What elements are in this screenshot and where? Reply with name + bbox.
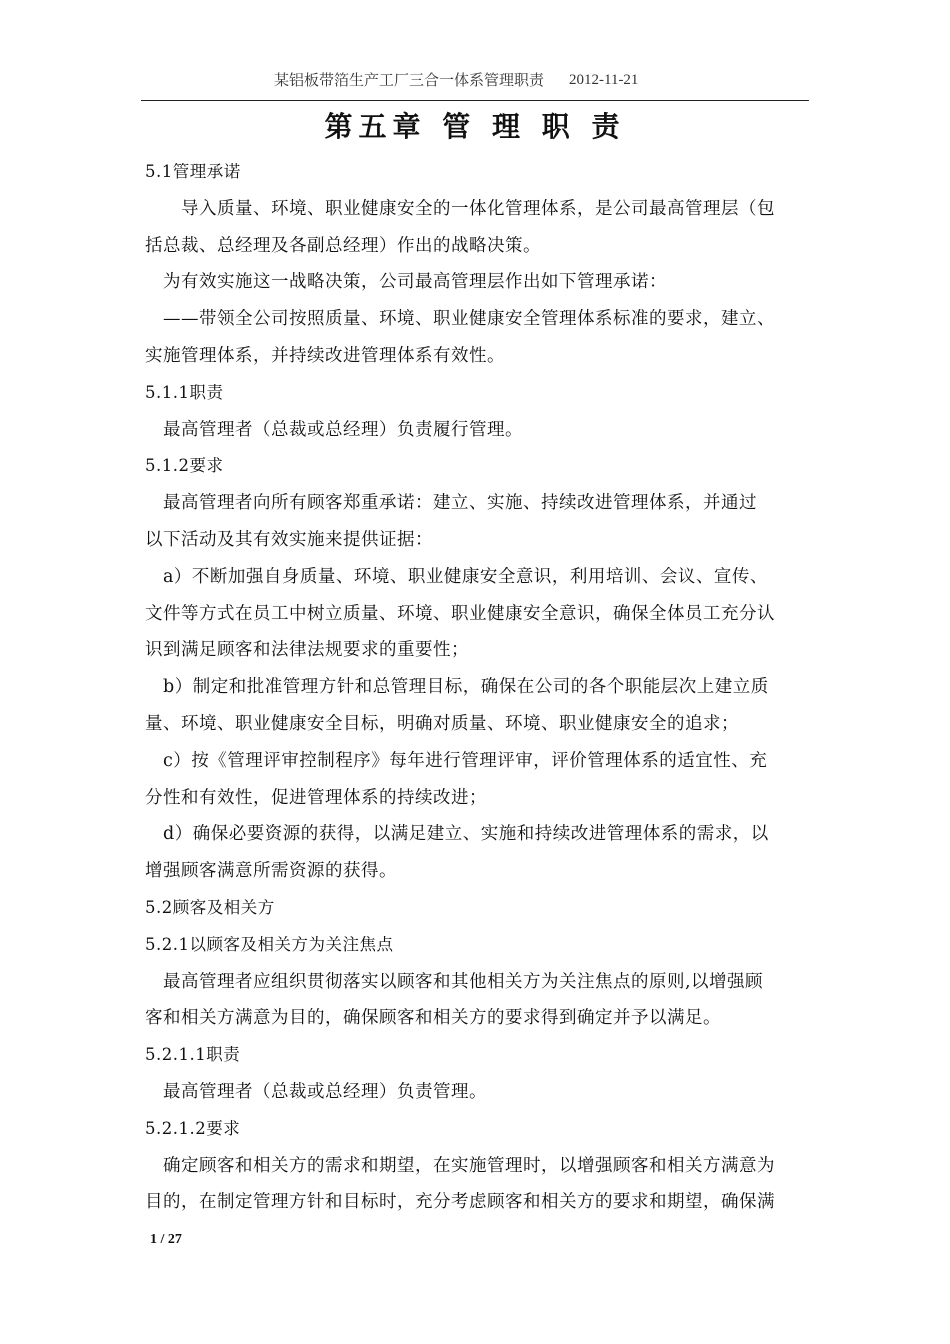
section-heading: 5.2.1.2要求 bbox=[145, 1118, 241, 1138]
body-line: 文件等方式在员工中树立质量、环境、职业健康安全意识，确保全体员工充分认 bbox=[145, 603, 775, 624]
document-date: 2012-11-21 bbox=[569, 72, 639, 88]
body-line: 量、环境、职业健康安全目标，明确对质量、环境、职业健康安全的追求； bbox=[145, 713, 739, 734]
chapter-title: 第五章 管 理 职 责 bbox=[324, 110, 626, 143]
section-heading: 5.1.1职责 bbox=[145, 382, 224, 402]
body-line: ——带领全公司按照质量、环境、职业健康安全管理体系标准的要求，建立、 bbox=[163, 309, 775, 330]
document-body bbox=[145, 154, 813, 1221]
document-title: 某铝板带箔生产工厂三合一体系管理职责 bbox=[274, 71, 545, 89]
body-line: 客和相关方满意为目的，确保顾客和相关方的要求得到确定并予以满足。 bbox=[145, 1008, 721, 1029]
page-header bbox=[141, 70, 809, 101]
body-line: 最高管理者（总裁或总经理）负责履行管理。 bbox=[163, 419, 523, 440]
body-line: c）按《管理评审控制程序》每年进行管理评审，评价管理体系的适宜性、充 bbox=[163, 750, 768, 771]
body-line: 导入质量、环境、职业健康安全的一体化管理体系，是公司最高管理层（包 bbox=[181, 198, 775, 219]
body-line: 分性和有效性，促进管理体系的持续改进； bbox=[145, 787, 487, 808]
body-line: 最高管理者应组织贯彻落实以顾客和其他相关方为关注焦点的原则,以增强顾 bbox=[163, 971, 764, 992]
body-line: a）不断加强自身质量、环境、职业健康安全意识，利用培训、会议、宣传、 bbox=[163, 566, 768, 587]
body-line: 确定顾客和相关方的需求和期望，在实施管理时，以增强顾客和相关方满意为 bbox=[163, 1155, 775, 1176]
body-line: b）制定和批准管理方针和总管理目标，确保在公司的各个职能层次上建立质 bbox=[163, 677, 769, 698]
body-line: 目的，在制定管理方针和目标时，充分考虑顾客和相关方的要求和期望，确保满 bbox=[145, 1192, 775, 1213]
body-line: 括总裁、总经理及各副总经理）作出的战略决策。 bbox=[145, 235, 541, 256]
body-line: 为有效实施这一战略决策，公司最高管理层作出如下管理承诺： bbox=[163, 272, 667, 293]
section-heading: 5.1.2要求 bbox=[145, 456, 224, 476]
body-line: 最高管理者向所有顾客郑重承诺：建立、实施、持续改进管理体系，并通过 bbox=[163, 493, 757, 514]
body-line: 最高管理者（总裁或总经理）负责管理。 bbox=[163, 1081, 487, 1102]
page-number: 1 / 27 bbox=[150, 1232, 182, 1247]
body-line: 实施管理体系，并持续改进管理体系有效性。 bbox=[145, 345, 505, 366]
body-line: d）确保必要资源的获得，以满足建立、实施和持续改进管理体系的需求，以 bbox=[163, 824, 769, 845]
section-heading: 5.2.1.1职责 bbox=[145, 1045, 241, 1065]
body-line: 增强顾客满意所需资源的获得。 bbox=[145, 861, 397, 882]
section-heading: 5.1管理承诺 bbox=[145, 162, 241, 181]
section-heading: 5.2顾客及相关方 bbox=[145, 897, 275, 917]
body-line: 以下活动及其有效实施来提供证据： bbox=[145, 529, 433, 550]
section-heading: 5.2.1以顾客及相关方为关注焦点 bbox=[145, 934, 394, 954]
body-line: 识到满足顾客和法律法规要求的重要性； bbox=[145, 640, 469, 661]
